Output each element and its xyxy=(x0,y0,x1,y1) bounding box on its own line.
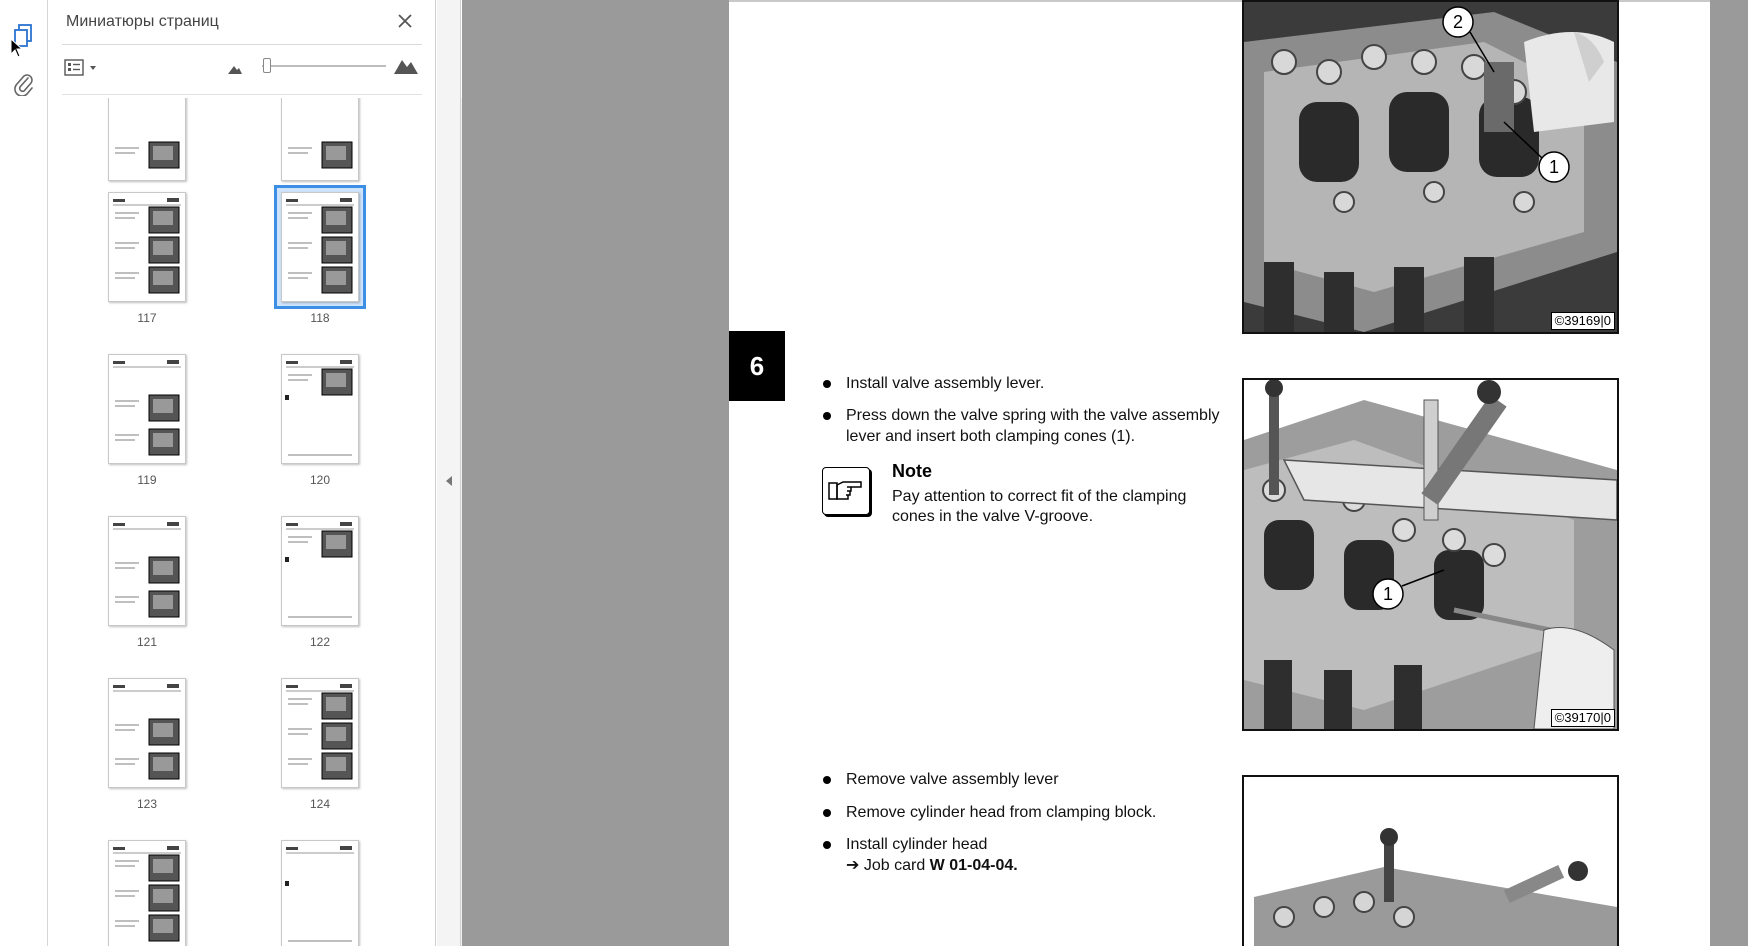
thumbnail-page-preview xyxy=(282,517,358,625)
page-thumbnail[interactable] xyxy=(108,678,186,788)
cylinder-head-photo-3 xyxy=(1244,777,1617,946)
bullet-press-down: Press down the valve spring with the valve assembly xyxy=(846,407,1220,424)
page-thumbnail[interactable] xyxy=(108,354,186,464)
page-thumbnail[interactable] xyxy=(108,192,186,302)
page-thumbnail[interactable] xyxy=(281,192,359,302)
thumbnail-page-number: 120 xyxy=(309,473,331,487)
toolbar-divider xyxy=(62,94,422,95)
thumbnail-page-number: 119 xyxy=(137,473,157,487)
bullet-remove-lever: Remove valve assembly lever xyxy=(846,771,1059,788)
tools-rail xyxy=(0,0,48,946)
slider-handle[interactable] xyxy=(263,58,271,73)
thumbnail-page-preview xyxy=(282,679,358,787)
cylinder-head-photo-2 xyxy=(1244,380,1617,729)
thumbnail-page-preview xyxy=(109,98,185,180)
bullet-press-down-cont: lever and insert both clamping cones (1). xyxy=(846,428,1136,445)
panel-toolbar xyxy=(48,48,436,88)
step-number-box: 6 xyxy=(729,331,785,401)
bullet-install-lever: Install valve assembly lever. xyxy=(846,375,1045,392)
page-thumbnail[interactable] xyxy=(281,840,359,946)
callout-2: 2 xyxy=(1452,12,1464,32)
thumbnail-page-preview xyxy=(282,98,358,180)
thumbnail-page-number: 121 xyxy=(136,635,158,649)
panel-title: Миниатюры страниц xyxy=(66,13,219,30)
thumbnail-page-preview xyxy=(282,841,358,946)
thumbnail-page-preview xyxy=(282,193,358,301)
thumbnail-page-number: 123 xyxy=(136,797,158,811)
mouse-cursor-icon xyxy=(10,38,24,63)
note-line-2: cones in the valve V-groove. xyxy=(892,508,1094,525)
page-thumbnail[interactable] xyxy=(281,678,359,788)
page-thumbnail[interactable] xyxy=(281,98,359,181)
figure-39169 xyxy=(1242,0,1619,334)
page-thumbnail[interactable] xyxy=(281,354,359,464)
thumbnail-size-slider[interactable] xyxy=(262,65,386,67)
figure-number: 39170 xyxy=(1564,710,1601,725)
figure-reference: ©39170|0 xyxy=(1551,709,1615,727)
note-text xyxy=(892,487,1212,527)
thumbnail-page-number: 124 xyxy=(309,797,331,811)
figure-reference: ©39169|0 xyxy=(1551,312,1615,330)
figure-suffix: 0 xyxy=(1603,313,1611,328)
thumbnail-page-number: 117 xyxy=(137,311,157,325)
cylinder-head-photo-1 xyxy=(1244,2,1617,332)
arrow-right-icon: ➔ xyxy=(846,857,860,874)
job-card-reference xyxy=(846,855,1018,876)
callout-1: 1 xyxy=(1548,157,1560,177)
zoom-in-mountain-icon[interactable] xyxy=(392,54,420,81)
thumbnail-page-preview xyxy=(282,355,358,463)
thumbnail-page-preview xyxy=(109,193,185,301)
attachments-icon[interactable] xyxy=(10,70,38,98)
thumbnail-page-preview xyxy=(109,355,185,463)
thumbnail-list xyxy=(48,98,418,946)
bullet-remove-head: Remove cylinder head from clamping block. xyxy=(846,804,1157,821)
thumbnail-page-preview xyxy=(109,517,185,625)
thumbnail-page-number: 118 xyxy=(310,311,330,325)
figure-suffix: 0 xyxy=(1603,710,1611,725)
thumbnail-page-preview xyxy=(109,841,185,946)
figure-number: 39169 xyxy=(1564,313,1601,328)
thumbnail-page-preview xyxy=(109,679,185,787)
page-thumbnail[interactable] xyxy=(281,516,359,626)
panel-header xyxy=(48,0,436,44)
note-line-1: Pay attention to correct fit of the clamping xyxy=(892,488,1187,505)
close-icon[interactable] xyxy=(394,10,416,32)
page-thumbnail[interactable] xyxy=(108,516,186,626)
note-title: Note xyxy=(892,461,932,481)
options-menu-icon[interactable] xyxy=(64,58,104,83)
bullet-install-head: Install cylinder head xyxy=(846,836,988,853)
figure-39170 xyxy=(1242,378,1619,731)
panel-collapse-strip[interactable] xyxy=(437,0,461,946)
thumbnail-page-number: 122 xyxy=(309,635,331,649)
page-thumbnail[interactable] xyxy=(108,840,186,946)
job-card-prefix: Job card xyxy=(863,857,930,874)
thumbnails-panel xyxy=(48,0,436,946)
collapse-arrow-icon[interactable] xyxy=(444,474,454,488)
page-thumbnail[interactable] xyxy=(108,98,186,181)
note-hand-icon xyxy=(822,467,870,515)
callout-1: 1 xyxy=(1382,584,1394,604)
figure-partial xyxy=(1242,775,1619,946)
job-card-code: W 01-04-04. xyxy=(929,857,1018,874)
panel-divider xyxy=(62,44,422,45)
zoom-out-mountain-icon[interactable] xyxy=(226,60,244,81)
